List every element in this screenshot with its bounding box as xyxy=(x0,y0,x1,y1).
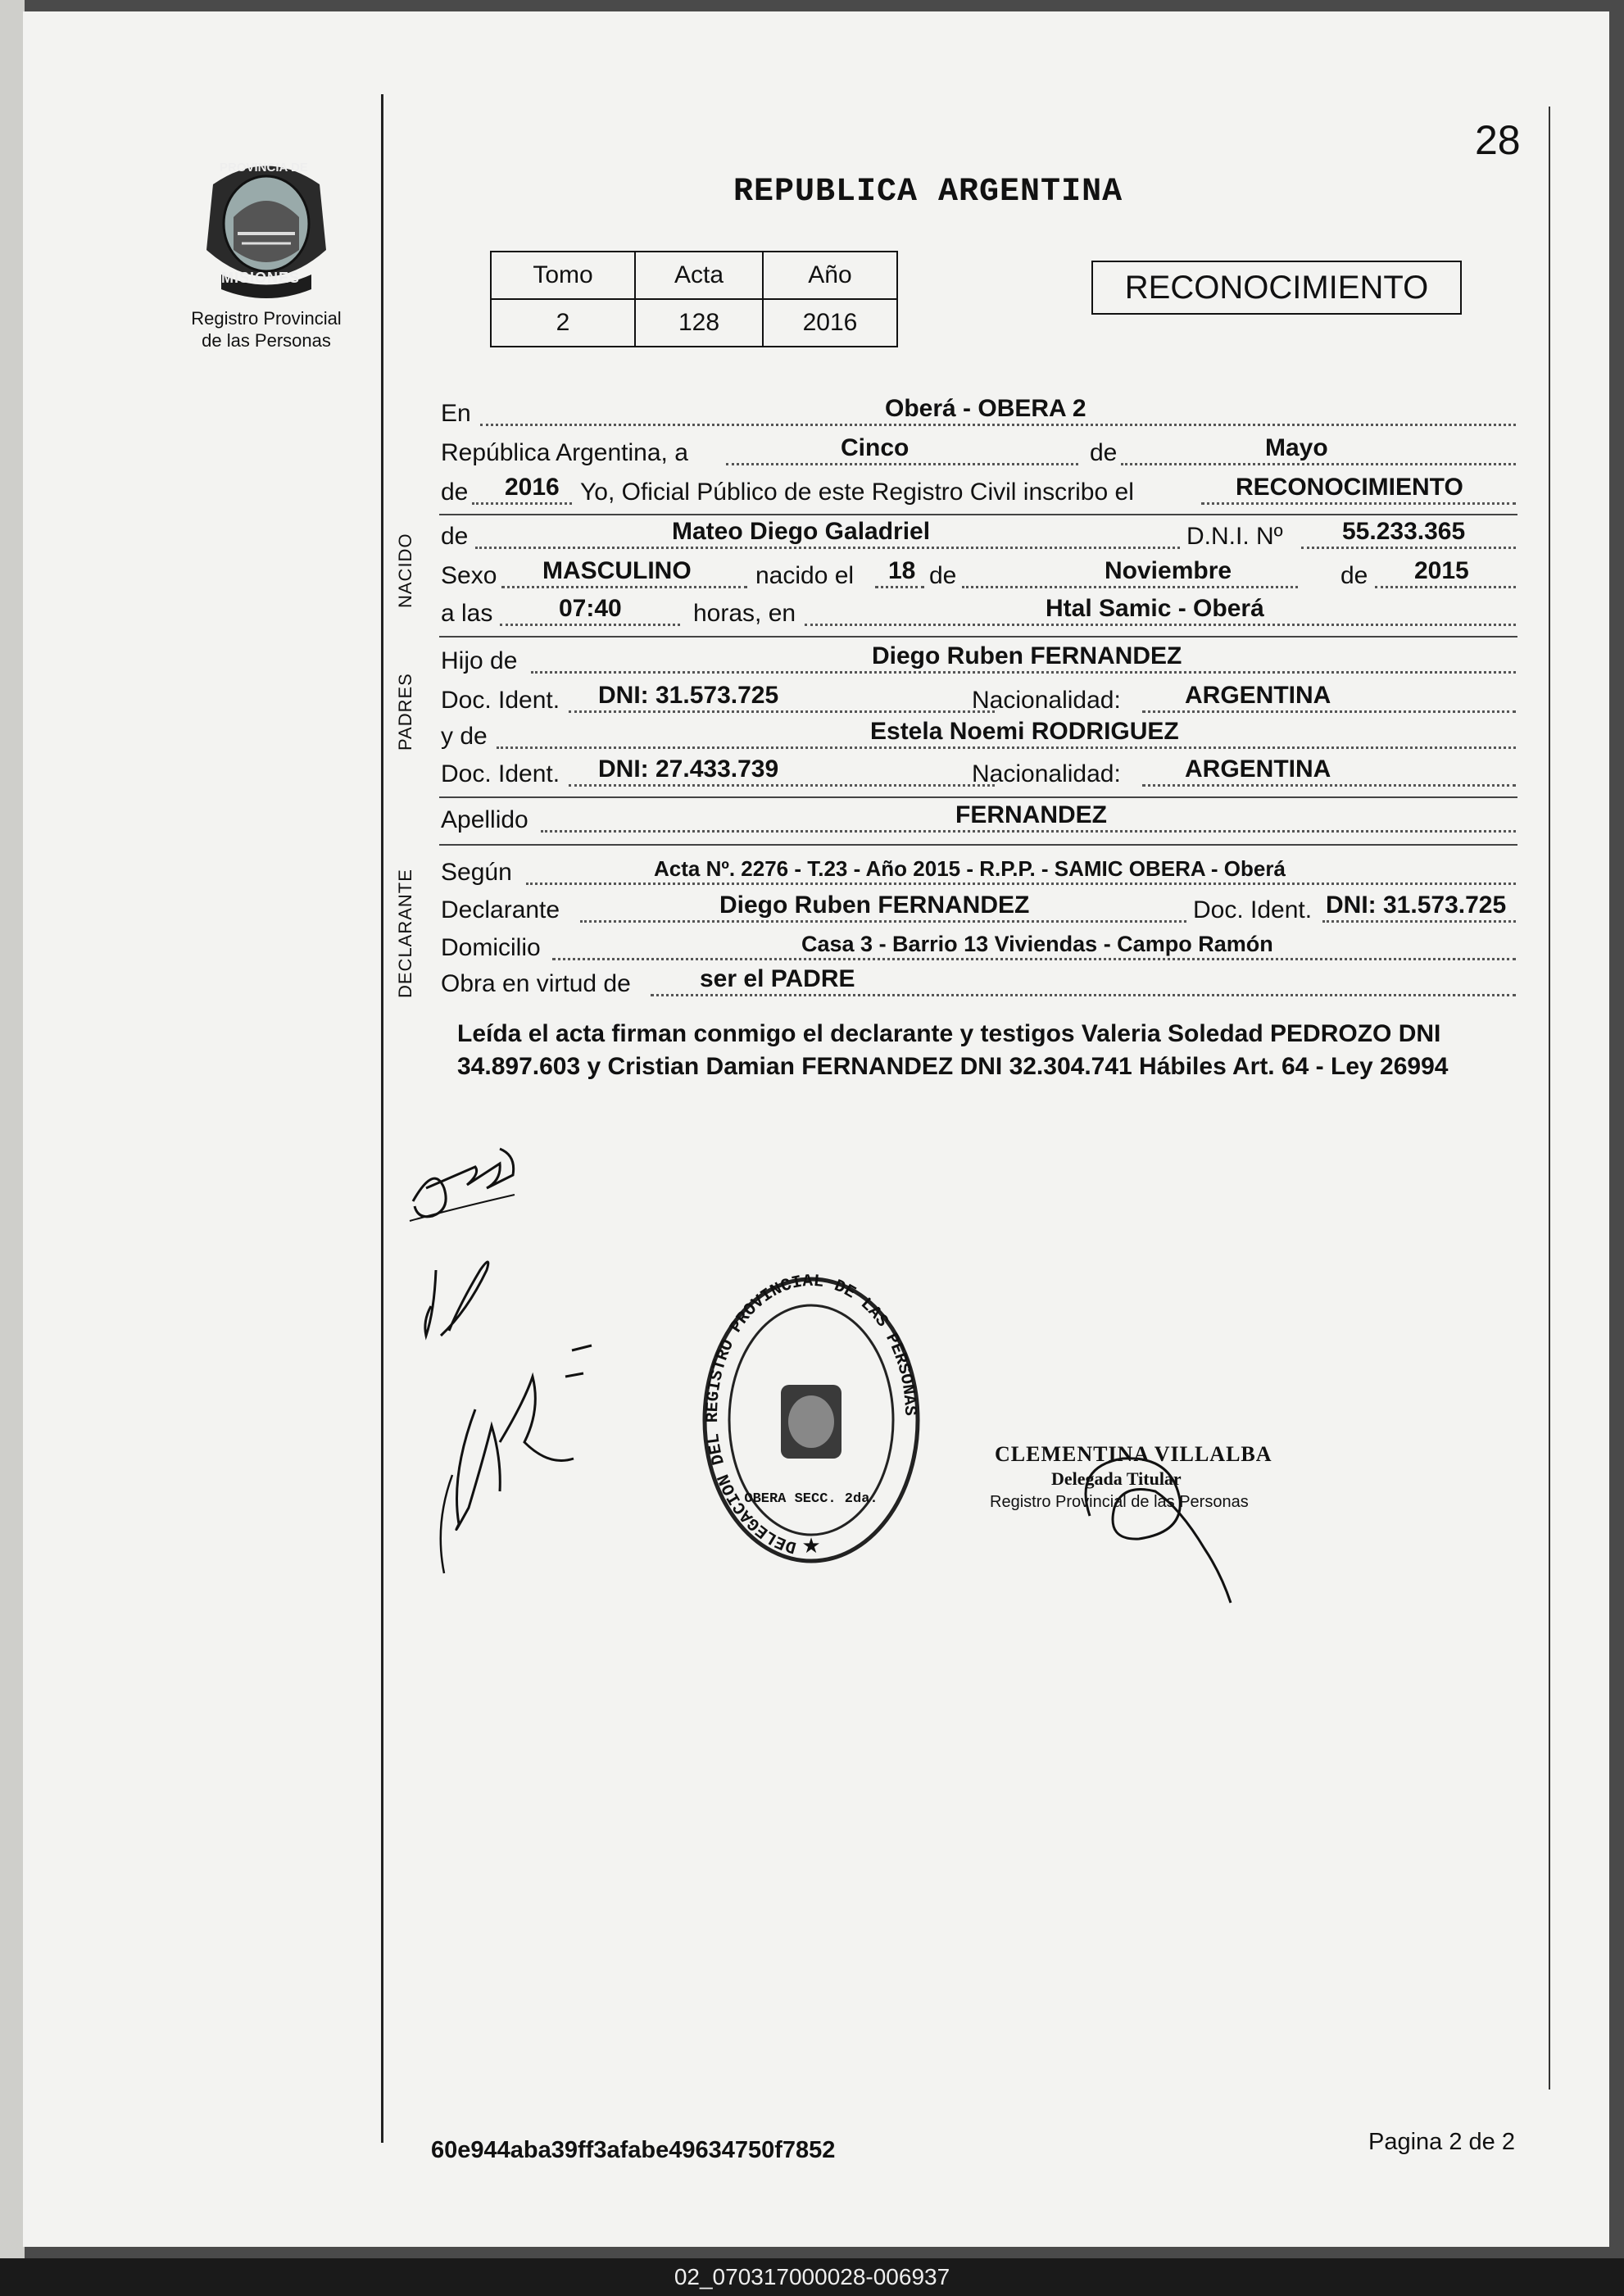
page-number: 28 xyxy=(1475,117,1521,163)
doc-ident-label: Doc. Ident. xyxy=(441,760,560,787)
dotted-line xyxy=(497,746,1516,749)
header-anio: Año xyxy=(763,252,897,299)
logo-seal-text-bottom: MISIONES xyxy=(221,270,301,286)
de2-label: de xyxy=(441,479,469,506)
obra-label: Obra en virtud de xyxy=(441,970,631,997)
official-stamp xyxy=(701,1274,922,1569)
line-segun xyxy=(441,855,1516,890)
logo-caption-line1: Registro Provincial xyxy=(191,308,342,329)
value-anio: 2016 xyxy=(763,299,897,347)
month-value: Mayo xyxy=(1265,434,1328,461)
table-header-row xyxy=(491,252,897,299)
dotted-line xyxy=(962,586,1298,588)
republica-label: República Argentina, a xyxy=(441,439,688,466)
obra-value: ser el PADRE xyxy=(700,965,855,992)
segun-value: Acta Nº. 2276 - T.23 - Año 2015 - R.P.P. - SAMIC OBERA - Oberá xyxy=(654,856,1286,881)
stamp-ring-text: DELEGACION DEL REGISTRO PROVINCIAL DE LAS PERSONAS xyxy=(703,1274,919,1556)
father-name: Diego Ruben FERNANDEZ xyxy=(872,642,1182,669)
declarante-value: Diego Ruben FERNANDEZ xyxy=(719,892,1030,919)
line-mother-doc xyxy=(441,757,1516,792)
dotted-line xyxy=(500,624,680,626)
witness-signatures xyxy=(401,1131,615,1590)
en-label: En xyxy=(441,400,471,427)
sexo-label: Sexo xyxy=(441,562,497,589)
apellido-value: FERNANDEZ xyxy=(955,801,1107,828)
section-label-declarante: DECLARANTE xyxy=(395,869,415,998)
header-acta: Acta xyxy=(635,252,763,299)
mother-name: Estela Noemi RODRIGUEZ xyxy=(870,718,1179,745)
apellido-label: Apellido xyxy=(441,806,528,833)
dotted-line xyxy=(1301,547,1516,549)
birth-month: Noviembre xyxy=(1105,557,1232,584)
dotted-line xyxy=(480,424,1516,426)
dotted-line xyxy=(552,958,1516,960)
line-republica xyxy=(441,436,1516,470)
dotted-line xyxy=(875,586,924,588)
mother-nationality: ARGENTINA xyxy=(1185,756,1331,783)
day-value: Cinco xyxy=(841,434,910,461)
dotted-line xyxy=(651,994,1516,996)
line-hijo-de xyxy=(441,644,1516,678)
dotted-line xyxy=(475,547,1180,549)
section-divider xyxy=(439,636,1517,638)
tomo-acta-anio-table xyxy=(490,251,898,347)
year-value: 2016 xyxy=(505,474,560,501)
act-type-box: RECONOCIMIENTO xyxy=(1091,261,1462,315)
de-label: de xyxy=(1090,439,1118,466)
line-obra xyxy=(441,967,1516,1001)
delegada-title: Delegada Titular xyxy=(1051,1468,1182,1489)
yo-text: Yo, Oficial Público de este Registro Civil inscribo el xyxy=(580,479,1134,506)
a-las-label: a las xyxy=(441,600,493,627)
dotted-line xyxy=(1121,463,1516,465)
stamp-inner-text: OBERA SECC. 2da. xyxy=(744,1491,878,1507)
line-declarante xyxy=(441,893,1516,928)
pagination: Pagina 2 de 2 xyxy=(1368,2129,1515,2155)
scan-filename-bar: 02_070317000028-006937 xyxy=(0,2258,1624,2296)
sexo-value: MASCULINO xyxy=(542,557,692,584)
scan-edge xyxy=(0,0,25,2296)
line-nacido-name xyxy=(441,520,1516,554)
section-divider xyxy=(439,844,1517,846)
value-tomo: 2 xyxy=(491,299,635,347)
nacido-el-label: nacido el xyxy=(755,562,855,589)
line-y-de xyxy=(441,719,1516,754)
dotted-line xyxy=(1201,502,1516,505)
birth-day: 18 xyxy=(888,557,916,584)
dotted-line xyxy=(501,586,747,588)
child-name: Mateo Diego Galadriel xyxy=(672,518,931,545)
doc-ident-label: Doc. Ident. xyxy=(441,687,560,714)
dotted-line xyxy=(1142,710,1516,713)
dotted-line xyxy=(472,502,572,505)
dotted-line xyxy=(569,710,995,713)
line-hora xyxy=(441,597,1516,631)
logo-caption-line2: de las Personas xyxy=(202,330,331,351)
inscribo-value: RECONOCIMIENTO xyxy=(1236,474,1463,501)
y-de-label: y de xyxy=(441,723,488,750)
svg-text:★: ★ xyxy=(801,1533,821,1558)
margin-rule xyxy=(381,94,383,2143)
line-father-doc xyxy=(441,683,1516,718)
logo-seal-text: PROVINCIA DE xyxy=(220,161,308,175)
dotted-line xyxy=(526,883,1516,885)
dotted-line xyxy=(531,671,1516,674)
section-divider xyxy=(439,514,1517,515)
line-year xyxy=(441,475,1516,510)
section-divider xyxy=(439,796,1517,798)
dotted-line xyxy=(580,920,1186,923)
table-value-row xyxy=(491,299,897,347)
header-tomo: Tomo xyxy=(491,252,635,299)
birth-year: 2015 xyxy=(1414,557,1469,584)
logo-caption xyxy=(168,307,365,352)
declarante-label: Declarante xyxy=(441,896,560,923)
child-dni: 55.233.365 xyxy=(1342,518,1466,545)
dotted-line xyxy=(1322,920,1516,923)
de-label: de xyxy=(1340,562,1368,589)
declarante-doc: DNI: 31.573.725 xyxy=(1326,892,1507,919)
birth-place: Htal Samic - Oberá xyxy=(1046,595,1264,622)
document-hash: 60e944aba39ff3afabe49634750f7852 xyxy=(431,2137,836,2163)
dni-label: D.N.I. Nº xyxy=(1186,523,1283,550)
line-sexo xyxy=(441,559,1516,593)
mother-doc: DNI: 27.433.739 xyxy=(598,756,779,783)
father-doc: DNI: 31.573.725 xyxy=(598,682,779,709)
segun-label: Según xyxy=(441,859,512,886)
line-domicilio xyxy=(441,931,1516,965)
right-rule xyxy=(1549,107,1550,2090)
dotted-line xyxy=(541,830,1516,833)
delegada-name: CLEMENTINA VILLALBA xyxy=(995,1442,1272,1466)
birth-time: 07:40 xyxy=(559,595,622,622)
dotted-line xyxy=(1375,586,1516,588)
nacionalidad-label: Nacionalidad: xyxy=(972,760,1121,787)
dotted-line xyxy=(805,624,1516,626)
doc-ident-label: Doc. Ident. xyxy=(1193,896,1313,923)
en-value: Oberá - OBERA 2 xyxy=(885,395,1086,422)
document-title: REPUBLICA ARGENTINA xyxy=(733,174,1123,211)
section-label-nacido: NACIDO xyxy=(395,533,415,608)
hijo-de-label: Hijo de xyxy=(441,647,518,674)
line-en xyxy=(441,397,1516,431)
horas-label: horas, en xyxy=(693,600,796,627)
closing-statement: Leída el acta firman conmigo el declarante y testigos Valeria Soledad PEDROZO DNI 34.897.603 y Cristian Damian FERNANDEZ DNI 32.304.741 Hábiles Art. 64 - Ley 26994 xyxy=(457,1020,1449,1080)
domicilio-label: Domicilio xyxy=(441,934,541,961)
de-label: de xyxy=(929,562,957,589)
delegada-signature xyxy=(1057,1442,1245,1606)
delegada-org: Registro Provincial de las Personas xyxy=(990,1493,1249,1511)
section-label-padres: PADRES xyxy=(395,673,415,751)
value-acta: 128 xyxy=(635,299,763,347)
dotted-line xyxy=(569,784,995,787)
dotted-line xyxy=(1142,784,1516,787)
domicilio-value: Casa 3 - Barrio 13 Viviendas - Campo Ramón xyxy=(801,932,1273,956)
father-nationality: ARGENTINA xyxy=(1185,682,1331,709)
nacionalidad-label: Nacionalidad: xyxy=(972,687,1121,714)
line-apellido xyxy=(441,803,1516,837)
dotted-line xyxy=(726,463,1078,465)
de-label: de xyxy=(441,523,469,550)
